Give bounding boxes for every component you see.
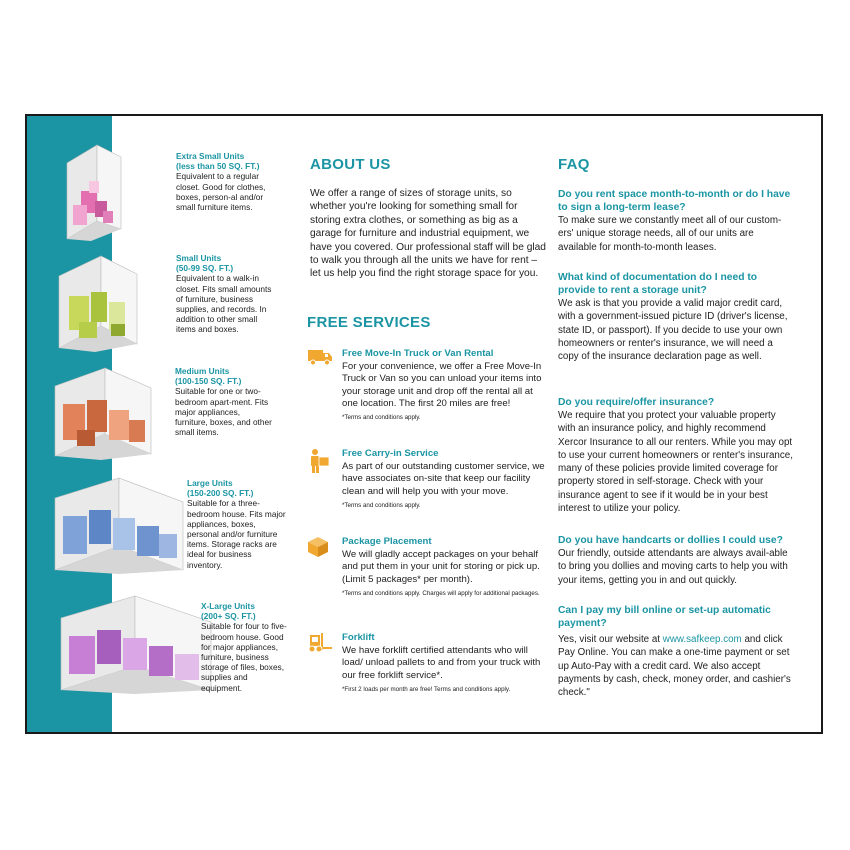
large-unit-illustration [49,474,189,574]
faq-question: Do you rent space month-to-month or do I have to sign a long-term lease? [558,189,791,213]
service-title: Free Carry-in Service [342,448,439,459]
unit-subtitle: (100-150 SQ. FT.) [175,376,242,387]
service-title: Package Placement [342,536,432,547]
x-large-unit-illustration [55,592,217,694]
unit-description: Suitable for a three-bedroom house. Fits major appliances, boxes, personal and/or furniture items. Storage racks are ideal for business inventory. [187,498,286,570]
unit-title: Medium Units [175,366,230,376]
unit-title: Small Units [176,253,222,263]
faq-item [558,396,793,515]
unit-subtitle: (200+ SQ. FT.) [201,611,256,622]
faq-question: Can I pay my bill online or set-up automatic payment? [558,605,771,629]
faq-answer: We require that you protect your valuable property with an insurance policy, and highly recommend Xercor Insurance to all our renters. While you may opt to use your current homeowners or renter's insurance, many of these policies provide limited coverage for property stored in self-storage. Check with your insurance agent to see if it would be in your best interest to utilize your policy. [558,410,793,515]
unit-title: Extra Small Units [176,151,245,161]
faq-question: Do you have handcarts or dollies I could use? [558,535,783,546]
service-body [342,536,547,598]
service-note: *Terms and conditions apply. [342,501,421,509]
person-carrying-box-icon [307,448,333,472]
unit-extra-small [176,151,276,212]
service-description: For your convenience, we offer a Free Move-In Truck or Van so you can unload your items into your storage unit and drop off the rental all at one location. The first 20 miles are free! [342,361,542,409]
service-note: *Terms and conditions apply. Charges will apply for additional packages. [342,589,540,597]
faq-question: What kind of documentation do I need to provide to rent a storage unit? [558,272,758,296]
faq-heading: FAQ [558,156,590,173]
unit-large [187,478,287,570]
website-link[interactable]: www.safkeep.com [662,634,742,645]
faq-answer: To make sure we constantly meet all of our custom-ers' unique storage needs, all of our units are available for month-to-month leases. [558,215,782,253]
faq-answer-after-link: and click Pay Online. You can make a one-time payment or set up Auto-Pay with a credit card. We also accept payments by cash, check, money order, and cashier's check." [558,634,791,699]
unit-subtitle: (150-200 SQ. FT.) [187,488,254,499]
unit-description: Equivalent to a regular closet. Good for clothes, boxes, person-al and/or small furniture items. [176,171,266,213]
brochure-sheet [25,114,823,734]
unit-title: Large Units [187,478,233,488]
service-title: Forklift [342,632,375,643]
unit-description: Suitable for one or two-bedroom apart-ment. Fits major appliances, furniture, boxes, and other small items. [175,386,272,438]
service-note: *Terms and conditions apply. [342,414,421,422]
faq-item [558,534,793,587]
service-title: Free Move-In Truck or Van Rental [342,348,494,359]
unit-medium [175,366,275,437]
services-heading: FREE SERVICES [307,314,431,331]
service-description: We have forklift certified attendants who will load/ unload pallets to and from your truck with our free forklift service*. [342,645,541,681]
faq-answer: Our friendly, outside attendants are always avail-able to bring you dollies and moving carts to help you with your items, getting you in and out quickly. [558,548,788,586]
faq-answer: We ask is that you provide a valid major credit card, with a government-issued picture ID (driver's license, state ID, or passport). If you decide to use your own homeowners or renter's insurance, we will need a copy of the insurance declaration page as well. [558,298,788,363]
unit-x-large [201,601,287,693]
faq-item [558,604,793,699]
extra-small-unit-illustration [59,141,129,241]
about-heading: ABOUT US [310,156,391,173]
forklift-icon [307,632,333,656]
small-unit-illustration [53,252,143,352]
service-body [342,348,547,422]
service-note: *First 2 loads per month are free! Terms and conditions apply. [342,685,511,693]
truck-icon [307,348,333,372]
service-body [342,448,547,510]
medium-unit-illustration [49,364,157,460]
unit-subtitle: (less than 50 SQ. FT.) [176,161,260,172]
unit-title: X-Large Units [201,601,255,611]
about-body: We offer a range of sizes of storage units, so whether you're looking for something small for storing extra clothes, or something as big as a garage for furniture and industrial equipment, we have you covered. Our professional staff will be glad to walk you through all the units we have for rent – let us help you find the right storage space for you. [310,188,546,280]
faq-item [558,188,793,254]
unit-small [176,253,276,335]
service-body [342,632,547,694]
faq-item [558,271,793,363]
unit-subtitle: (50-99 SQ. FT.) [176,263,234,274]
unit-description: Equivalent to a walk-in closet. Fits small amounts of furniture, business supplies, and records. In addition to other small items and boxes. [176,273,272,335]
service-description: We will gladly accept packages on your behalf and put them in your unit for storing or pick up. (Limit 5 packages* per month). [342,549,540,585]
faq-answer [558,633,793,699]
package-icon [307,536,333,560]
service-description: As part of our outstanding customer service, we have associates on-site that keep our facility clean and will help you with your move. [342,461,545,497]
faq-answer-before-link: Yes, visit our website at [558,634,661,645]
unit-description: Suitable for four to five-bedroom house. Good for major appliances, furniture, business storage of files, boxes, supplies and equipment. [201,621,287,693]
faq-question: Do you require/offer insurance? [558,397,715,408]
